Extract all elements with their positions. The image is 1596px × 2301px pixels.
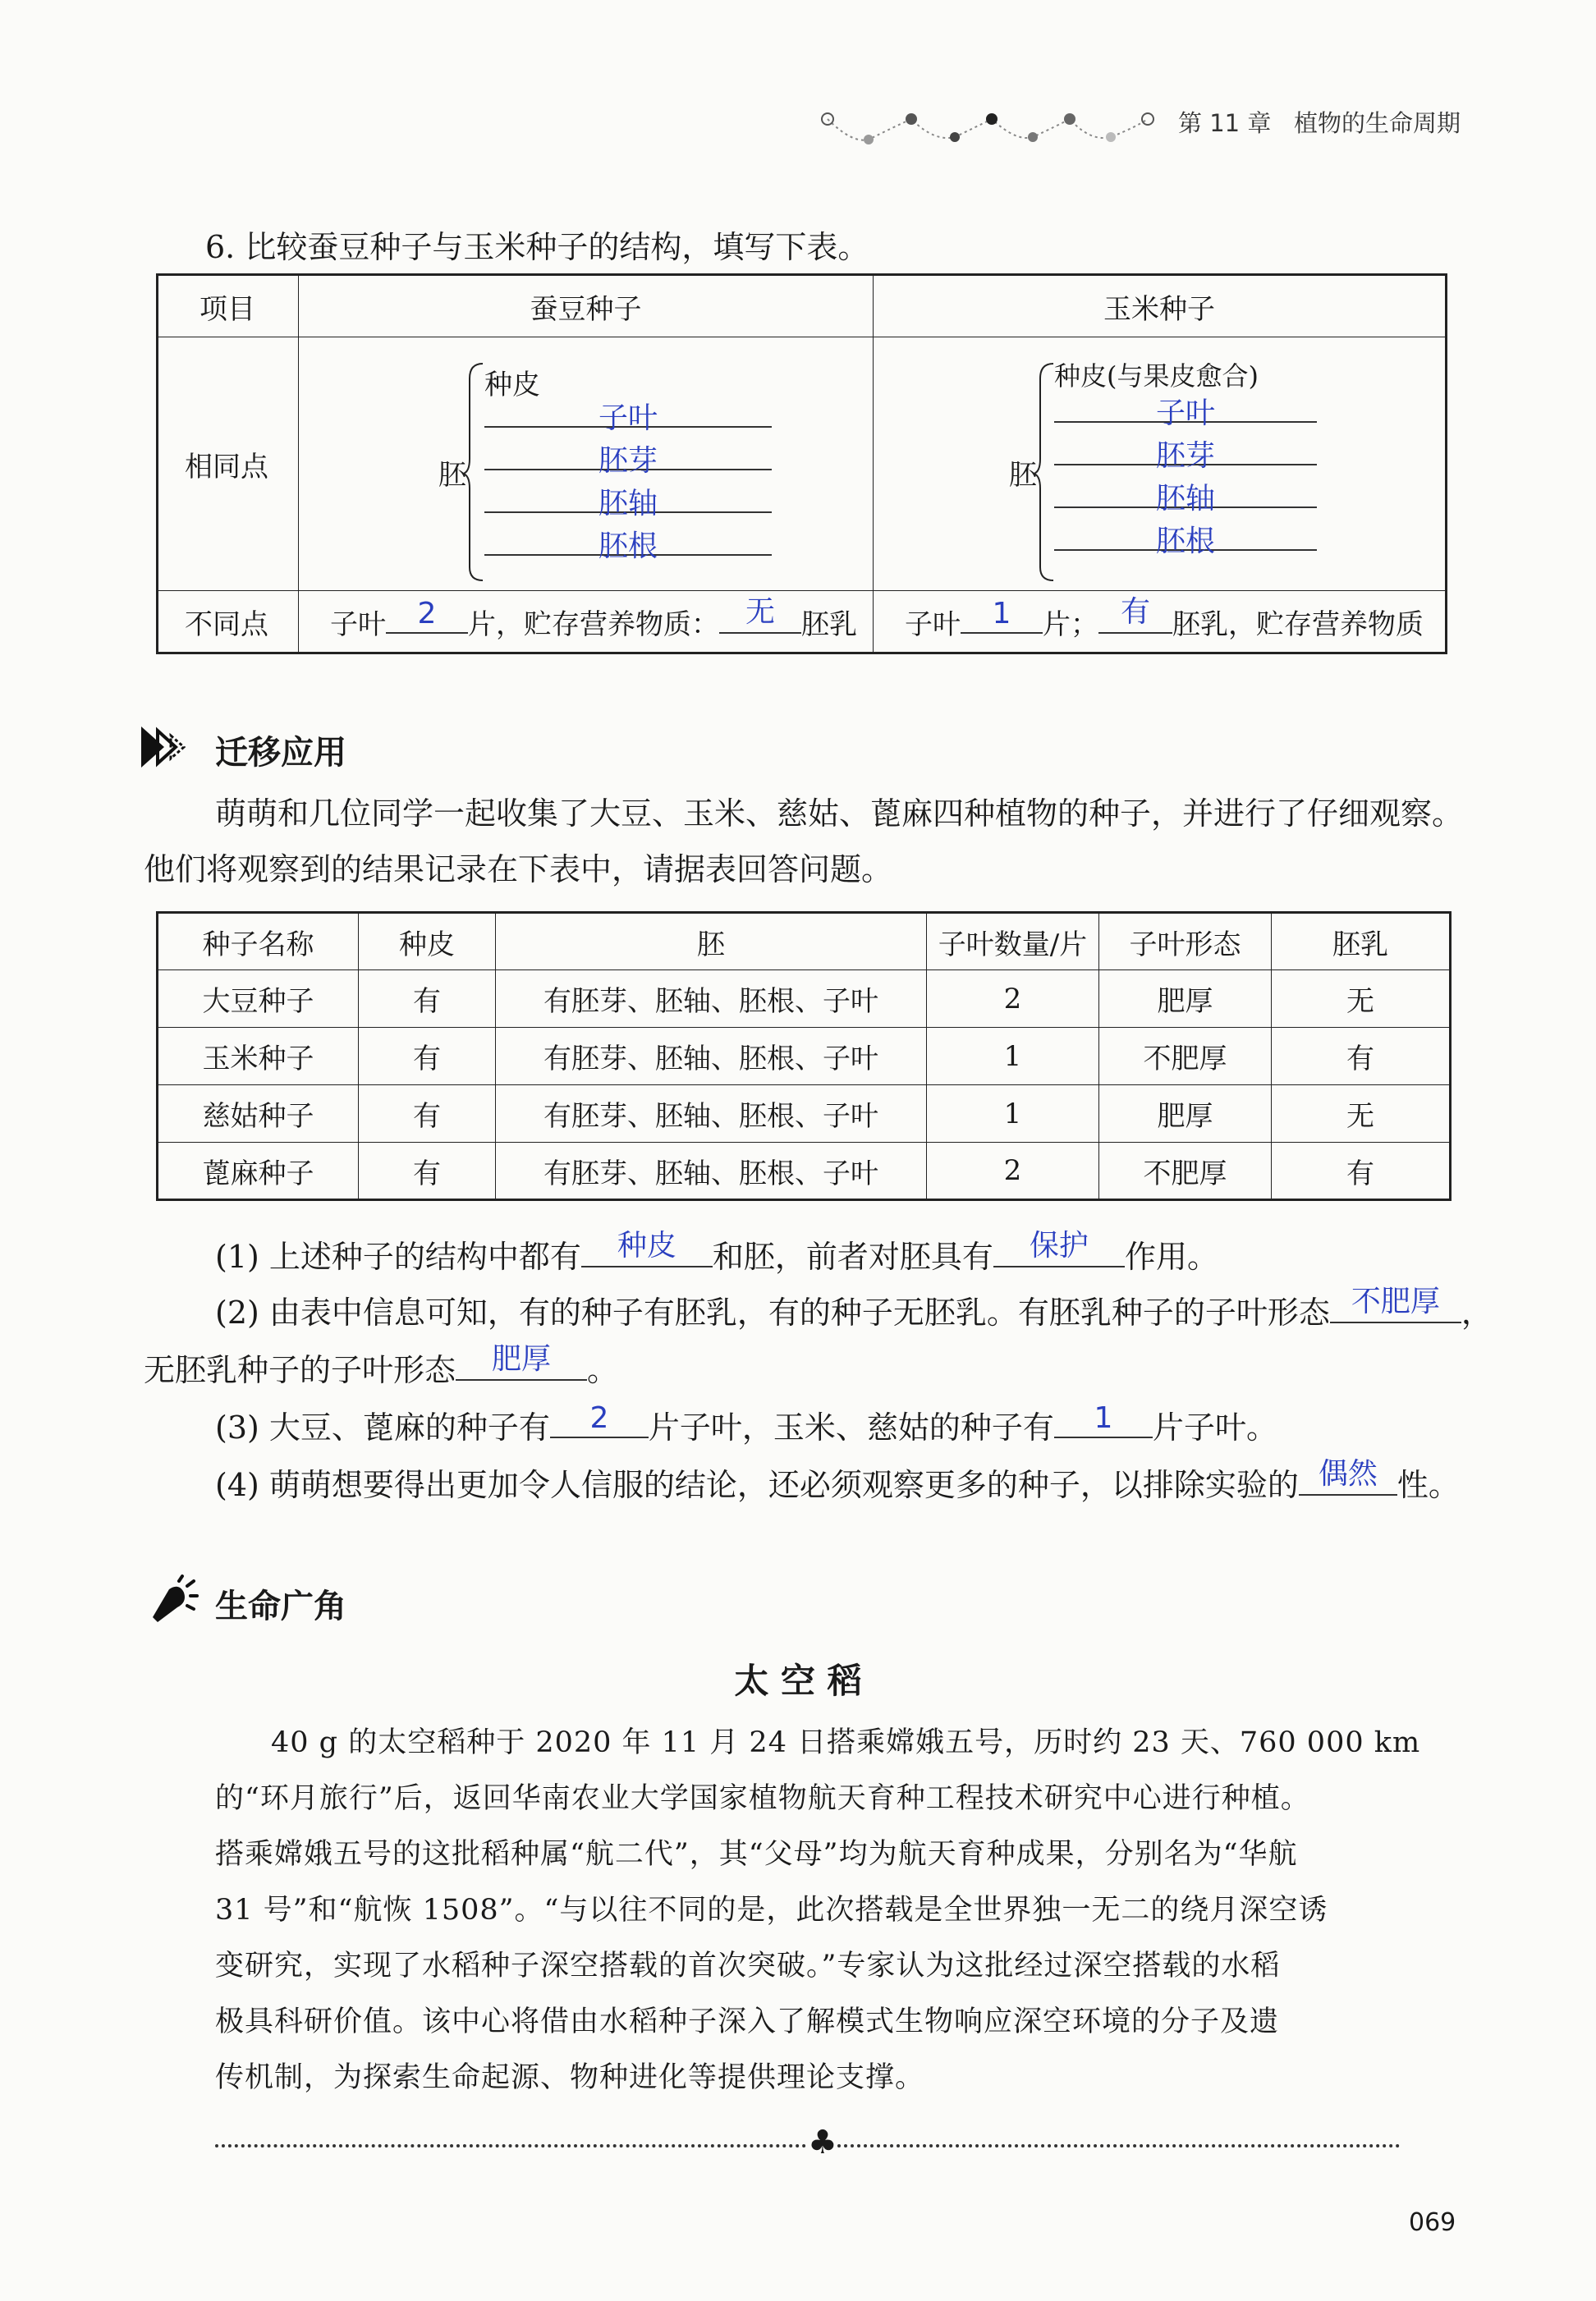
bulb-icon [146,1574,199,1627]
answer-cotyledon: 子叶 [598,401,658,435]
row-label-diff: 不同点 [158,591,299,653]
table-cell: 有胚芽、胚轴、胚根、子叶 [496,970,927,1028]
article-line: 极具科研价值。该中心将借由水稻种子深入了解模式生物响应深空环境的分子及遗 [215,2005,1280,2038]
text: 片，贮存营养物质： [468,607,719,641]
table-cell: 有胚芽、胚轴、胚根、子叶 [496,1085,927,1143]
table-cell: 1 [927,1085,1099,1143]
answer-blank: 2 [589,1401,609,1435]
table-cell: 2 [927,1143,1099,1200]
text: 片子叶，玉米、慈姑的种子有 [648,1409,1054,1446]
club-icon: ♣ [808,2124,837,2161]
answer-blank: 保护 [1029,1229,1089,1263]
table-cell: 2 [927,970,1099,1028]
table-cell: 大豆种子 [158,970,359,1028]
answer-blank: 无 [745,594,775,629]
chapter-title: 植物的生命周期 [1294,109,1461,137]
answer-radicle: 胚根 [598,529,658,563]
broad-bean-structure-cell [299,337,874,591]
table-cell: 有 [359,1085,496,1143]
seed-observation-table [156,911,1452,1201]
answer-blank: 种皮 [617,1229,676,1263]
article-line: 31 号”和“航恢 1508”。“与以往不同的是，此次搭载是全世界独一无二的绕月深空诱 [215,1894,1328,1927]
table-row [158,970,1451,1028]
text: 作用。 [1124,1239,1218,1275]
table-header: 项目 [158,275,299,337]
text: 片子叶。 [1152,1409,1277,1446]
table-header: 种皮 [359,913,496,970]
page-number: 069 [1409,2208,1456,2237]
table-cell: 不肥厚 [1099,1028,1272,1085]
table-cell: 1 [927,1028,1099,1085]
section-title-transfer: 迁移应用 [215,734,346,772]
table-header: 种子名称 [158,913,359,970]
embryo-label: 胚 [438,459,466,492]
question-1 [215,1231,1218,1277]
table-cell: 有胚芽、胚轴、胚根、子叶 [496,1143,927,1200]
table-cell: 有胚芽、胚轴、胚根、子叶 [496,1028,927,1085]
table-cell: 不肥厚 [1099,1143,1272,1200]
seed-coat-label: 种皮(与果皮愈合) [1054,360,1259,392]
table-cell: 无 [1272,970,1451,1028]
answer-blank: 2 [417,596,437,630]
transfer-intro-line1: 萌萌和几位同学一起收集了大豆、玉米、慈姑、蓖麻四种植物的种子，并进行了仔细观察。 [215,795,1464,832]
answer-blank: 1 [1094,1401,1113,1435]
text: 胚乳 [801,607,857,641]
table-header: 蚕豆种子 [299,275,874,337]
question-4 [215,1457,1460,1505]
text: (1) 上述种子的结构中都有 [215,1239,581,1275]
text: 。 [587,1352,619,1388]
table-cell: 无 [1272,1085,1451,1143]
question-2-cont [144,1342,619,1390]
table-cell: 有 [359,970,496,1028]
text: ， [1461,1295,1493,1331]
text: 无胚乳种子的子叶形态 [144,1352,456,1388]
answer-radicle: 胚根 [1155,525,1215,558]
table-header: 子叶形态 [1099,913,1272,970]
table-header: 子叶数量/片 [927,913,1099,970]
text: (4) 萌萌想要得出更加令人信服的结论，还必须观察更多的种子，以排除实验的 [215,1467,1299,1503]
corn-diff-cell [874,591,1447,653]
article-title: 太 空 稻 [734,1661,862,1701]
section-title-life: 生命广角 [215,1588,346,1625]
table-cell: 蓖麻种子 [158,1143,359,1200]
answer-hypocotyl: 胚轴 [1155,482,1215,516]
seed-compare-table [156,273,1447,654]
table-row [158,1028,1451,1085]
text: 和胚，前者对胚具有 [712,1239,993,1275]
article-line: 搭乘嫦娥五号的这批稻种属“航二代”，其“父母”均为航天育种成果，分别名为“华航 [215,1838,1298,1871]
question-3 [215,1402,1277,1447]
divider-left [215,2144,806,2147]
text: 胚乳，贮存营养物质 [1172,607,1424,641]
divider-right [837,2144,1400,2147]
article-line: 变研究，实现了水稻种子深空搭载的首次突破。”专家认为这批经过深空搭载的水稻 [215,1950,1281,1982]
row-label-same: 相同点 [158,337,299,591]
answer-hypocotyl: 胚轴 [598,487,658,520]
transfer-intro-line2: 他们将观察到的结果记录在下表中，请据表回答问题。 [144,851,893,887]
text: 性。 [1396,1467,1460,1503]
table-header: 胚 [496,913,927,970]
table-row [158,1143,1451,1200]
answer-blank: 有 [1120,594,1150,629]
table-row [158,1085,1451,1143]
table-header: 胚乳 [1272,913,1451,970]
table-cell: 玉米种子 [158,1028,359,1085]
chapter-header [1178,105,1461,139]
seed-coat-label: 种皮 [484,369,540,401]
article-line: 传机制，为探索生命起源、物种进化等提供理论支撑。 [215,2061,925,2094]
table-cell: 慈姑种子 [158,1085,359,1143]
table-header: 玉米种子 [874,275,1447,337]
text: (3) 大豆、蓖麻的种子有 [215,1409,550,1446]
table-cell: 有 [359,1143,496,1200]
table-cell: 有 [359,1028,496,1085]
answer-blank: 偶然 [1318,1457,1378,1491]
table-cell: 有 [1272,1143,1451,1200]
answer-blank: 肥厚 [492,1342,552,1376]
text: 片； [1043,607,1098,641]
table-cell: 肥厚 [1099,1085,1272,1143]
answer-blank: 1 [992,596,1011,630]
answer-blank: 不肥厚 [1351,1285,1440,1318]
article-line: 40 g 的太空稻种于 2020 年 11 月 24 日搭乘嫦娥五号，历时约 23 天、760 000 km [271,1726,1421,1759]
question-2 [215,1287,1493,1332]
answer-cotyledon: 子叶 [1155,396,1215,430]
answer-plumule: 胚芽 [598,444,658,478]
broad-bean-diff-cell [299,591,874,653]
corn-structure-cell [874,337,1447,591]
embryo-label: 胚 [1009,459,1037,492]
text: 子叶 [330,607,386,641]
table-cell: 肥厚 [1099,970,1272,1028]
section-arrow-icon [140,722,197,772]
text: (2) 由表中信息可知，有的种子有胚乳，有的种子无胚乳。有胚乳种子的子叶形态 [215,1295,1330,1331]
article-line: 的“环月旅行”后，返回华南农业大学国家植物航天育种工程技术研究中心进行种植。 [215,1782,1310,1815]
q6-prompt: 6. 比较蚕豆种子与玉米种子的结构，填写下表。 [205,229,869,265]
header-dots-decoration [819,103,1164,152]
table-cell: 有 [1272,1028,1451,1085]
answer-plumule: 胚芽 [1155,439,1215,473]
chapter-number: 第 11 章 [1178,109,1272,137]
text: 子叶 [905,607,961,641]
